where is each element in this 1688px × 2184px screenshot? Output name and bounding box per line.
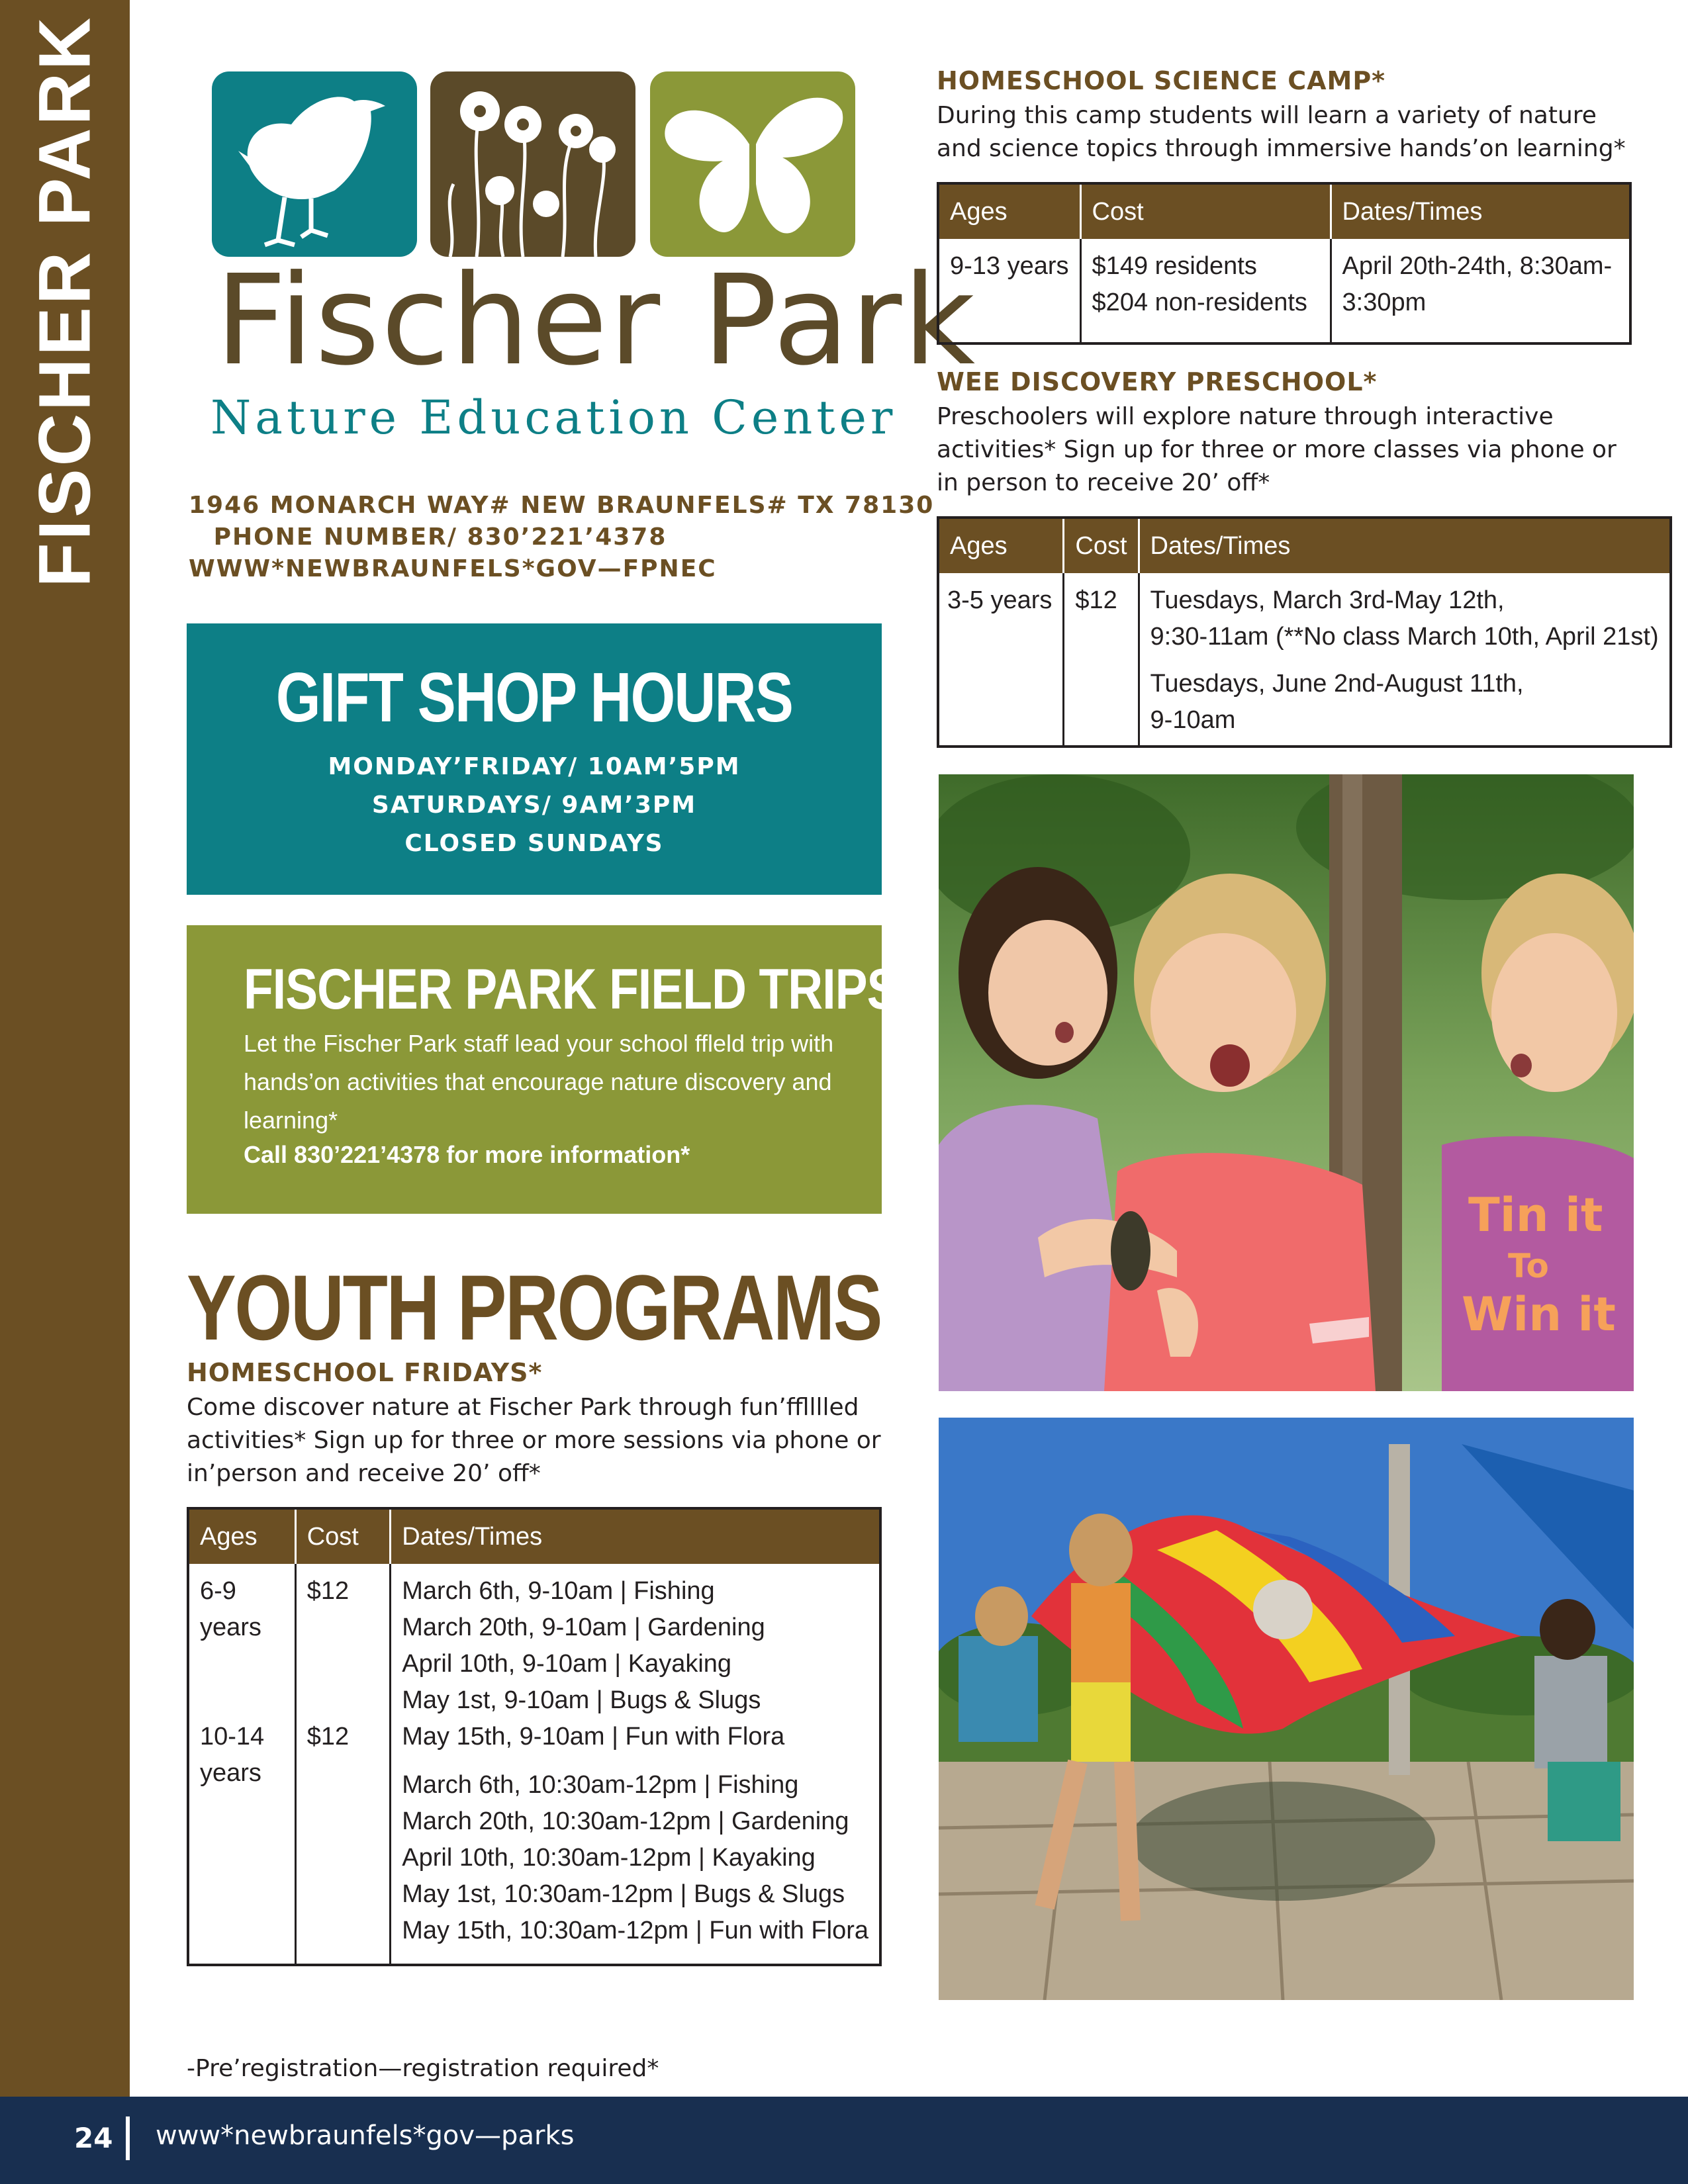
cost-cell: $204 non-residents — [1092, 289, 1307, 316]
footer — [0, 2097, 1688, 2184]
date-line: March 6th, 9-10am | Fishing — [402, 1577, 715, 1605]
homeschool-fridays-heading: HOMESCHOOL FRIDAYS* — [187, 1358, 543, 1387]
gift-shop-hours-line: MONDAY’FRIDAY/ 10AM’5PM — [328, 753, 741, 780]
cost-cell: $149 residents — [1092, 252, 1257, 280]
date-line: March 20th, 10:30am-12pm | Gardening — [402, 1807, 849, 1835]
table-header: Ages — [188, 1508, 295, 1564]
field-trips-body: Let the Fischer Park staff lead your school ffleld trip with hands’on activities that encourage nature discovery and learning* — [244, 1030, 834, 1134]
sidebar-title: FISCHER PARK — [24, 15, 106, 588]
science-camp-body: During this camp students will learn a variety of nature and science topics through immersive hands’on learning* — [937, 102, 1626, 162]
gift-shop-box — [187, 623, 882, 895]
preschool-heading: WEE DISCOVERY PRESCHOOL* — [937, 367, 1378, 396]
homeschool-fridays-table — [187, 1507, 882, 1966]
page-number: 24 — [74, 2122, 113, 2154]
science-camp-table — [937, 182, 1632, 345]
parachute-photo — [939, 1418, 1634, 2000]
ages-cell: 3-5 years — [947, 586, 1053, 614]
field-trips-call: Call 830’221’4378 for more information* — [244, 1141, 690, 1168]
butterfly-icon — [650, 71, 855, 257]
date-line: Tuesdays, March 3rd-May 12th, — [1150, 586, 1505, 614]
youth-programs-title: YOUTH PROGRAMS — [187, 1255, 882, 1359]
science-camp-heading: HOMESCHOOL SCIENCE CAMP* — [937, 66, 1386, 95]
table-row — [188, 1564, 880, 1965]
footer-divider — [126, 2116, 130, 2160]
shirt-text: Win it — [1462, 1287, 1616, 1342]
gift-shop-hours-line: CLOSED SUNDAYS — [404, 830, 664, 857]
sidebar — [0, 0, 130, 2097]
date-line: May 15th, 10:30am-12pm | Fun with Flora — [402, 1917, 868, 1944]
contact-info — [189, 490, 935, 585]
date-line: May 1st, 10:30am-12pm | Bugs & Slugs — [402, 1880, 845, 1908]
gift-shop-hours-line: SATURDAYS/ 9AM’3PM — [371, 792, 697, 819]
table-header: Ages — [938, 518, 1064, 573]
logo-subtitle: Nature Education Center — [211, 390, 897, 445]
table-header: Dates/Times — [1331, 183, 1630, 239]
table-row — [938, 573, 1671, 747]
date-line: 9-10am — [1150, 706, 1236, 734]
preschool-table — [937, 516, 1672, 748]
date-line: April 10th, 10:30am-12pm | Kayaking — [402, 1844, 816, 1872]
date-line: March 6th, 10:30am-12pm | Fishing — [402, 1771, 799, 1799]
ages-cell: 9-13 years — [950, 252, 1069, 280]
date-line: April 10th, 9-10am | Kayaking — [402, 1650, 732, 1678]
date-line: 9:30-11am (**No class March 10th, April 21st) — [1150, 623, 1659, 651]
bird-icon — [212, 71, 417, 257]
table-header: Dates/Times — [1139, 518, 1671, 573]
address: 1946 MONARCH WAY# NEW BRAUNFELS# TX 78130 — [189, 492, 935, 519]
table-header: Cost — [1080, 183, 1331, 239]
shirt-text: To — [1508, 1247, 1549, 1285]
table-row — [938, 239, 1630, 343]
table-header: Dates/Times — [391, 1508, 880, 1564]
logo-name: Fischer Park — [215, 248, 977, 393]
table-header: Ages — [938, 183, 1080, 239]
date-line: May 1st, 9-10am | Bugs & Slugs — [402, 1686, 761, 1714]
phone: PHONE NUMBER/ 830’221’4378 — [213, 523, 667, 551]
field-trips-box — [187, 925, 899, 1214]
field-trips-title: FISCHER PARK FIELD TRIPS — [244, 958, 899, 1021]
cost-cell: $12 — [306, 1723, 350, 1751]
preschool-body: Preschoolers will explore nature through interactive activities* Sign up for three or more classes via phone or in person to receive 20’ off* — [937, 403, 1617, 496]
ages-cell: years — [200, 1614, 261, 1641]
ages-cell: 10-14 — [200, 1723, 265, 1751]
date-line: March 20th, 9-10am | Gardening — [402, 1614, 765, 1641]
website: WWW*NEWBRAUNFELS*GOV—FPNEC — [189, 555, 717, 582]
cost-cell: $12 — [306, 1577, 350, 1605]
date-line: Tuesdays, June 2nd-August 11th, — [1150, 670, 1524, 698]
table-header: Cost — [1064, 518, 1139, 573]
flower-icon — [430, 71, 635, 257]
date-line: April 20th-24th, 8:30am- — [1342, 252, 1613, 280]
table-header: Cost — [295, 1508, 391, 1564]
footnote: -Pre’registration—registration required* — [187, 2055, 659, 2082]
footer-url[interactable]: www*newbraunfels*gov—parks — [156, 2120, 575, 2151]
date-line: May 15th, 9-10am | Fun with Flora — [402, 1723, 785, 1751]
date-line: 3:30pm — [1342, 289, 1427, 316]
homeschool-fridays-body: Come discover nature at Fischer Park through fun’fflllled activities* Sign up for three or more sessions via phone or in’person and receive 20’ off* — [187, 1394, 881, 1487]
gift-shop-title: GIFT SHOP HOURS — [275, 659, 793, 737]
children-bird-photo — [939, 774, 1634, 1391]
cost-cell: $12 — [1075, 586, 1117, 614]
shirt-text: Tin it — [1468, 1188, 1603, 1242]
ages-cell: 6-9 — [200, 1577, 236, 1605]
ages-cell: years — [200, 1759, 261, 1787]
